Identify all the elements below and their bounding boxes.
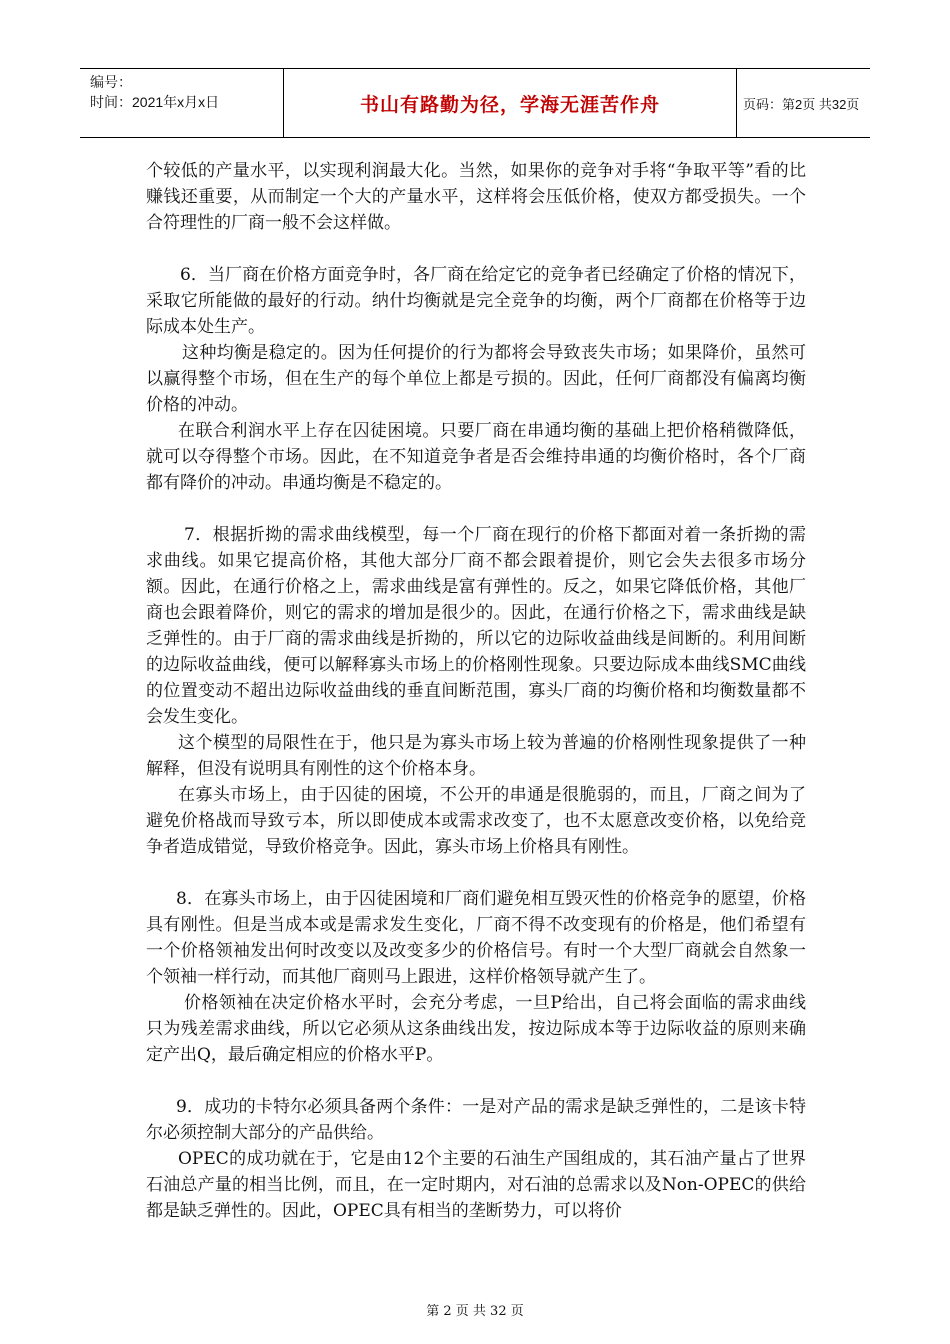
paragraph: 这种均衡是稳定的。因为任何提价的行为都将会导致丧失市场；如果降价，虽然可以赢得整个市场，但在生产的每个单位上都是亏损的。因此，任何厂商都没有偏离均衡价格的冲动。 <box>146 343 806 415</box>
paragraph: 这个模型的局限性在于，他只是为寡头市场上较为普遍的价格刚性现象提供了一种解释，但没有说明具有刚性的这个价格本身。 <box>146 733 806 779</box>
paragraph: 在寡头市场上，由于囚徒的困境，不公开的串通是很脆弱的，而且，厂商之间为了避免价格战而导致亏本，所以即使成本或需求改变了，也不太愿意改变价格，以免给竞争者造成错觉，导致价格竞争。因此，寡头市场上价格具有刚性。 <box>146 785 806 857</box>
paragraph: 个较低的产量水平，以实现利润最大化。当然，如果你的竞争对手将“争取平等”看的比赚钱还重要，从而制定一个大的产量水平，这样将会压低价格，使双方都受损失。一个合符理性的厂商一般不会这样做。 <box>146 161 806 233</box>
paragraph: 9．成功的卡特尔必须具备两个条件：一是对产品的需求是缺乏弹性的，二是该卡特尔必须控制大部分的产品供给。 <box>146 1097 806 1143</box>
paragraph: 6．当厂商在价格方面竞争时，各厂商在给定它的竞争者已经确定了价格的情况下，采取它所能做的最好的行动。纳什均衡就是完全竞争的均衡，两个厂商都在价格等于边际成本处生产。 <box>146 265 806 337</box>
paragraph: 8．在寡头市场上，由于囚徒困境和厂商们避免相互毁灭性的价格竞争的愿望，价格具有刚性。但是当成本或是需求发生变化，厂商不得不改变现有的价格是，他们希望有一个价格领袖发出何时改变以及改变多少的价格信号。有时一个大型厂商就会自然象一个领袖一样行动，而其他厂商则马上跟进，这样价格领导就产生了。 <box>146 889 806 987</box>
paragraph: OPEC的成功就在于，它是由12个主要的石油生产国组成的，其石油产量占了世界石油总产量的相当比例，而且，在一定时期内，对石油的总需求以及Non-OPEC的供给都是缺乏弹性的。因此，OPEC具有相当的垄断势力，可以将价 <box>146 1149 806 1221</box>
header-page-info: 页码：第2页 共32页 <box>743 96 860 112</box>
document-number-label: 编号： <box>90 74 132 90</box>
header-motto: 书山有路勤为径，学海无涯苦作舟 <box>359 94 660 116</box>
page-header <box>80 68 870 138</box>
paragraph: 7．根据折拗的需求曲线模型，每一个厂商在现行的价格下都面对着一条折拗的需求曲线。如果它提高价格，其他大部分厂商不都会跟着提价，则它会失去很多市场分额。因此，在通行价格之上，需求曲线是富有弹性的。反之，如果它降低价格，其他厂商也会跟着降价，则它的需求的增加是很少的。因此，在通行价格之下，需求曲线是缺乏弹性的。由于厂商的需求曲线是折拗的，所以它的边际收益曲线是间断的。利用间断的边际收益曲线，便可以解释寡头市场上的价格刚性现象。只要边际成本曲线SMC曲线的位置变动不超出边际收益曲线的垂直间断范围，寡头厂商的均衡价格和均衡数量都不会发生变化。 <box>146 525 806 727</box>
paragraph: 在联合利润水平上存在囚徒困境。只要厂商在串通均衡的基础上把价格稍微降低，就可以夺得整个市场。因此，在不知道竞争者是否会维持串通的均衡价格时，各个厂商都有降价的冲动。串通均衡是不稳定的。 <box>146 421 806 493</box>
paragraph: 价格领袖在决定价格水平时，会充分考虑，一旦P给出，自己将会面临的需求曲线只为残差需求曲线，所以它必须从这条曲线出发，按边际成本等于边际收益的原则来确定产出Q，最后确定相应的价格水平P。 <box>146 993 806 1065</box>
header-page-cell <box>737 69 870 137</box>
page-footer <box>0 1300 950 1319</box>
header-meta <box>80 69 284 137</box>
header-motto-cell <box>284 69 737 137</box>
document-body <box>146 158 806 1224</box>
footer-page-number: 第 2 页 共 32 页 <box>426 1304 524 1319</box>
document-date: 时间：2021年x月x日 <box>90 94 220 110</box>
